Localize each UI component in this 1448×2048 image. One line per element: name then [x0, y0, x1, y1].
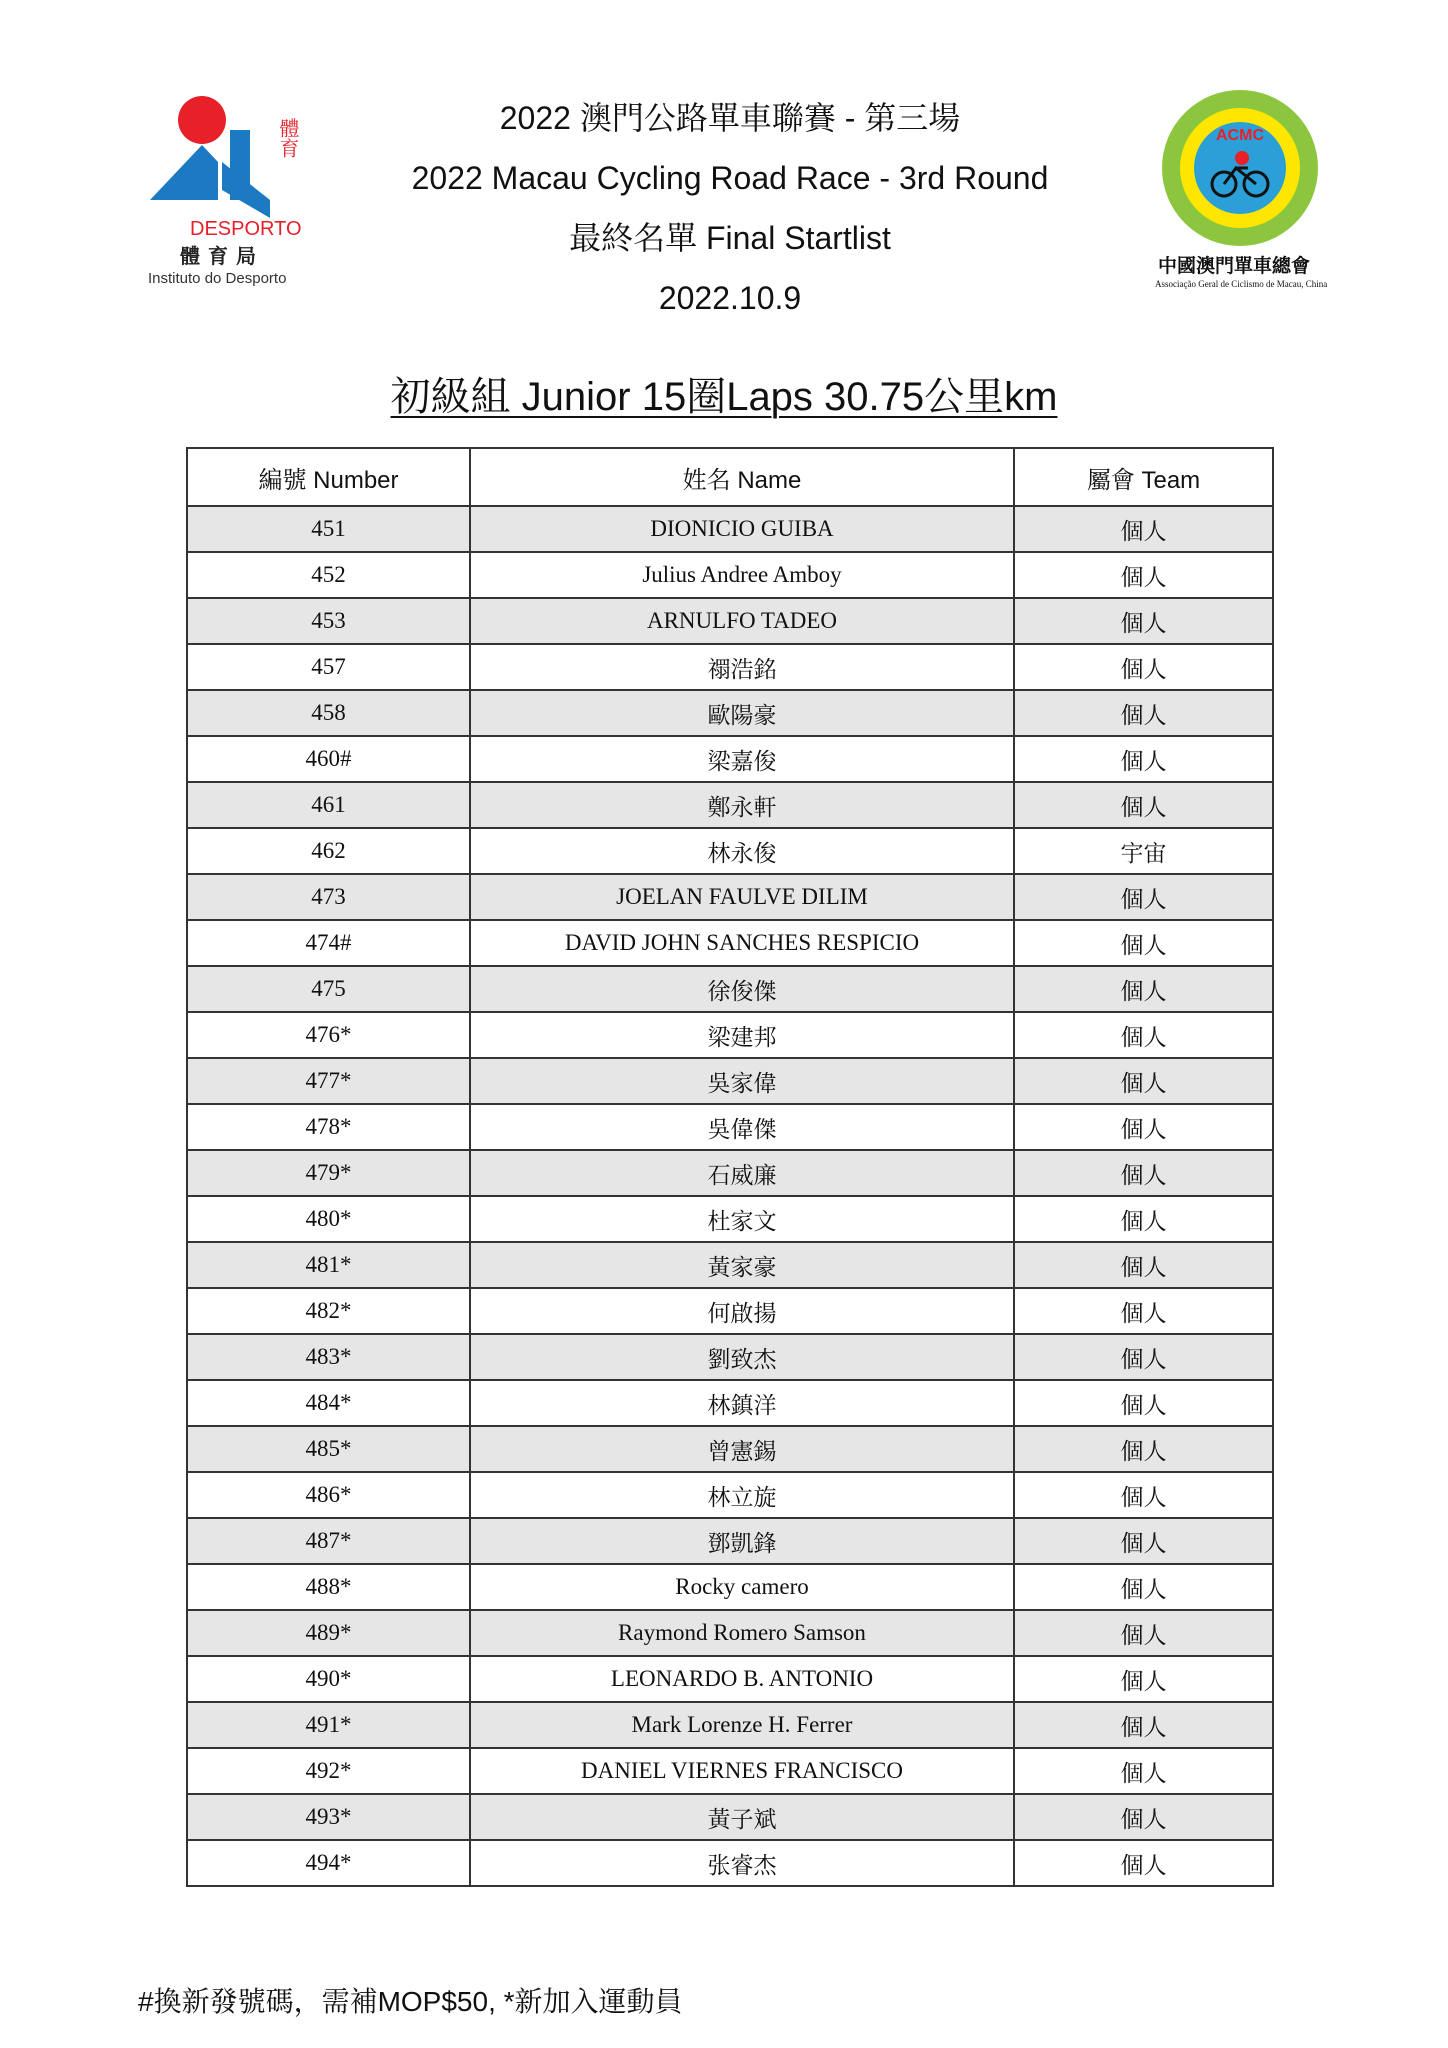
cell-team: 個人: [1014, 1012, 1273, 1058]
cell-number: 451: [187, 506, 470, 552]
cell-name: 梁建邦: [470, 1012, 1014, 1058]
table-row: [187, 1380, 1273, 1426]
table-row: [187, 1150, 1273, 1196]
cell-name: 吳偉傑: [470, 1104, 1014, 1150]
cell-team: 個人: [1014, 1564, 1273, 1610]
cell-name: DANIEL VIERNES FRANCISCO: [470, 1748, 1014, 1794]
cell-number: 480*: [187, 1196, 470, 1242]
cell-name: 林立旋: [470, 1472, 1014, 1518]
cell-name: Mark Lorenze H. Ferrer: [470, 1702, 1014, 1748]
acmc-label-cn: 中國澳門單車總會: [1158, 255, 1311, 277]
cell-name: 歐陽豪: [470, 690, 1014, 736]
table-row: [187, 1334, 1273, 1380]
ide-label-cn: 體育局: [180, 244, 264, 268]
table-row: [187, 1840, 1273, 1886]
table-header-row: [187, 448, 1273, 506]
event-title-en: 2022 Macau Cycling Road Race - 3rd Round: [411, 160, 1049, 196]
table-row: [187, 1426, 1273, 1472]
table-row: [187, 644, 1273, 690]
cell-number: 493*: [187, 1794, 470, 1840]
category-title-text: 初級組 Junior 15圈Laps 30.75公里km: [390, 375, 1058, 419]
cell-team: 宇宙: [1014, 828, 1273, 874]
table-row: [187, 1610, 1273, 1656]
cell-number: 474#: [187, 920, 470, 966]
cell-team: 個人: [1014, 598, 1273, 644]
table-row: [187, 1564, 1273, 1610]
table-row: [187, 782, 1273, 828]
cell-number: 492*: [187, 1748, 470, 1794]
ide-red-sun-icon: [178, 96, 226, 144]
ide-mark-text: DESPORTO: [190, 218, 302, 240]
cell-number: 475: [187, 966, 470, 1012]
header-team: 屬會 Team: [1014, 448, 1273, 506]
table-row: [187, 736, 1273, 782]
cell-name: 曾憲錫: [470, 1426, 1014, 1472]
cell-team: 個人: [1014, 920, 1273, 966]
cell-team: 個人: [1014, 1150, 1273, 1196]
cell-number: 484*: [187, 1380, 470, 1426]
cell-number: 481*: [187, 1242, 470, 1288]
cell-number: 462: [187, 828, 470, 874]
ide-label-pt: Instituto do Desporto: [148, 270, 287, 287]
document-header: [330, 88, 1130, 328]
cell-name: 林永俊: [470, 828, 1014, 874]
cell-team: 個人: [1014, 644, 1273, 690]
table-row: [187, 1472, 1273, 1518]
cell-team: 個人: [1014, 1748, 1273, 1794]
cell-name: JOELAN FAULVE DILIM: [470, 874, 1014, 920]
table-row: [187, 690, 1273, 736]
cell-number: 488*: [187, 1564, 470, 1610]
table-row: [187, 506, 1273, 552]
cell-team: 個人: [1014, 506, 1273, 552]
table-row: [187, 1012, 1273, 1058]
cell-name: ARNULFO TADEO: [470, 598, 1014, 644]
cell-name: DIONICIO GUIBA: [470, 506, 1014, 552]
category-title: [0, 365, 1448, 422]
cell-number: 477*: [187, 1058, 470, 1104]
event-date: 2022.10.9: [658, 280, 802, 316]
acmc-logo: [1160, 88, 1320, 248]
cell-number: 458: [187, 690, 470, 736]
event-title-cn: 2022 澳門公路單車聯賽 - 第三場: [499, 100, 961, 136]
cell-name: 吳家偉: [470, 1058, 1014, 1104]
cell-name: 鄭永軒: [470, 782, 1014, 828]
cell-team: 個人: [1014, 1610, 1273, 1656]
cell-team: 個人: [1014, 1058, 1273, 1104]
cell-number: 494*: [187, 1840, 470, 1886]
startlist-title: 最終名單 Final Startlist: [569, 220, 891, 256]
cell-team: 個人: [1014, 1288, 1273, 1334]
table-row: [187, 1656, 1273, 1702]
table-row: [187, 920, 1273, 966]
cell-team: 個人: [1014, 782, 1273, 828]
ide-blue-figure-icon: [150, 145, 218, 200]
cell-name: Julius Andree Amboy: [470, 552, 1014, 598]
cell-team: 個人: [1014, 736, 1273, 782]
cell-team: 個人: [1014, 1334, 1273, 1380]
cell-name: Raymond Romero Samson: [470, 1610, 1014, 1656]
table-row: [187, 966, 1273, 1012]
cell-number: 482*: [187, 1288, 470, 1334]
cell-team: 個人: [1014, 966, 1273, 1012]
cell-team: 個人: [1014, 1656, 1273, 1702]
cell-number: 487*: [187, 1518, 470, 1564]
table-row: [187, 1196, 1273, 1242]
cell-number: 452: [187, 552, 470, 598]
header-name: 姓名 Name: [470, 448, 1014, 506]
cell-name: 杜家文: [470, 1196, 1014, 1242]
table-row: [187, 1794, 1273, 1840]
table-row: [187, 1518, 1273, 1564]
cell-name: 何啟揚: [470, 1288, 1014, 1334]
cell-team: 個人: [1014, 1518, 1273, 1564]
table-row: [187, 552, 1273, 598]
acmc-label-pt: Associação Geral de Ciclismo de Macau, China: [1155, 279, 1328, 289]
ide-mark-cn: 體育: [276, 118, 300, 158]
cell-name: 徐俊傑: [470, 966, 1014, 1012]
cell-name: 劉致杰: [470, 1334, 1014, 1380]
cell-name: 石威廉: [470, 1150, 1014, 1196]
table-row: [187, 874, 1273, 920]
cell-team: 個人: [1014, 1104, 1273, 1150]
cell-name: 黃子斌: [470, 1794, 1014, 1840]
cell-team: 個人: [1014, 1426, 1273, 1472]
table-row: [187, 1288, 1273, 1334]
cell-number: 479*: [187, 1150, 470, 1196]
cell-name: 张睿杰: [470, 1840, 1014, 1886]
cell-team: 個人: [1014, 1794, 1273, 1840]
table-row: [187, 1702, 1273, 1748]
table-row: [187, 1748, 1273, 1794]
footnote: #換新發號碼，需補MOP$50, *新加入運動員: [138, 1986, 683, 2017]
cell-name: 林鎮洋: [470, 1380, 1014, 1426]
acmc-badge-text: ACMC: [1216, 127, 1264, 144]
header-number: 編號 Number: [187, 448, 470, 506]
cell-team: 個人: [1014, 690, 1273, 736]
cell-number: 485*: [187, 1426, 470, 1472]
cell-number: 483*: [187, 1334, 470, 1380]
cell-number: 460#: [187, 736, 470, 782]
table-row: [187, 598, 1273, 644]
cell-number: 486*: [187, 1472, 470, 1518]
cell-number: 453: [187, 598, 470, 644]
cell-name: LEONARDO B. ANTONIO: [470, 1656, 1014, 1702]
table-row: [187, 828, 1273, 874]
cell-number: 490*: [187, 1656, 470, 1702]
cell-team: 個人: [1014, 1380, 1273, 1426]
cell-name: DAVID JOHN SANCHES RESPICIO: [470, 920, 1014, 966]
cell-number: 476*: [187, 1012, 470, 1058]
table-row: [187, 1242, 1273, 1288]
cell-team: 個人: [1014, 1702, 1273, 1748]
cell-number: 457: [187, 644, 470, 690]
cell-number: 461: [187, 782, 470, 828]
startlist-table: [186, 447, 1274, 1887]
rider-icon: [1235, 151, 1249, 165]
table-row: [187, 1104, 1273, 1150]
cell-name: Rocky camero: [470, 1564, 1014, 1610]
cell-number: 473: [187, 874, 470, 920]
cell-number: 478*: [187, 1104, 470, 1150]
cell-number: 491*: [187, 1702, 470, 1748]
cell-number: 489*: [187, 1610, 470, 1656]
cell-name: 黃家豪: [470, 1242, 1014, 1288]
table-row: [187, 1058, 1273, 1104]
cell-name: 鄧凱鋒: [470, 1518, 1014, 1564]
cell-team: 個人: [1014, 874, 1273, 920]
cell-name: 梁嘉俊: [470, 736, 1014, 782]
cell-team: 個人: [1014, 1242, 1273, 1288]
cell-team: 個人: [1014, 1472, 1273, 1518]
cell-name: 禤浩銘: [470, 644, 1014, 690]
cell-team: 個人: [1014, 1840, 1273, 1886]
cell-team: 個人: [1014, 1196, 1273, 1242]
cell-team: 個人: [1014, 552, 1273, 598]
